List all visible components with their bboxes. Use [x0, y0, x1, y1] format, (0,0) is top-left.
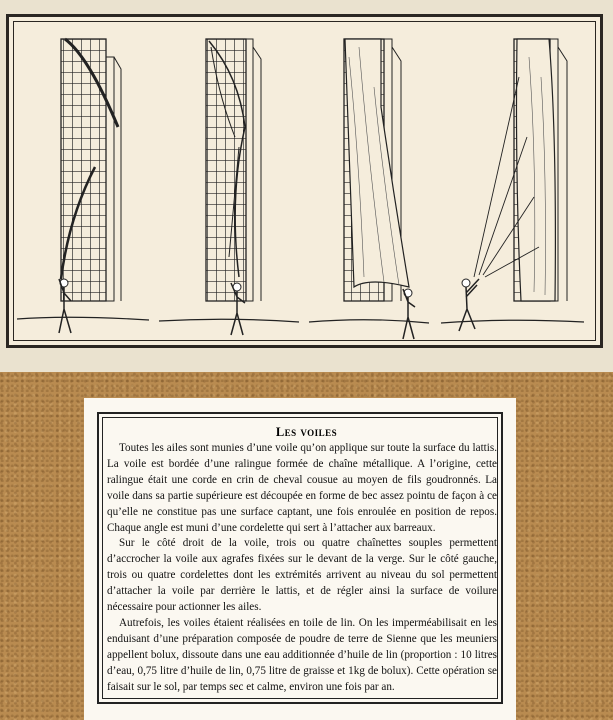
windmill-sail-illustration	[9, 17, 600, 345]
card-title: Les voiles	[275, 425, 338, 439]
paragraph-3: Autrefois, les voiles étaient réalisées en toile de lin. On les imperméabilisait en les enduisant d’une préparation composée de poudre de terre de Sienne que les meuniers appellent bolux, dissoute dans une eau additionnée d’huile de lin (proportion : 10 litres d’eau, 0,75 litre d’huile de lin, 0,75 litre de graisse et 1kg de bolux). Cette opération se faisait sur le sol, par temps sec et calme, environ une fois par an.	[107, 616, 497, 693]
figure-step-1	[59, 39, 121, 333]
illustration-frame	[6, 14, 603, 348]
paragraph-2: Sur le côté droit de la voile, trois ou quatre chaînettes souples permettent d’accrocher la voile aux agrafes fixées sur le devant de la verge. Sur le côté gauche, trois ou quatre cordelettes dont les extrémités arrivent au niveau du sol permettent d’attacher la voile par derrière le lattis, et de régler ainsi la surface de voilure nécessaire pour actionner les ailes.	[107, 537, 497, 614]
figure-step-4	[459, 39, 567, 331]
figure-step-3	[344, 39, 415, 339]
figure-step-2	[206, 39, 261, 335]
paragraph-1: Toutes les ailes sont munies d’une voile qu’on applique sur toute la surface du lattis. La voile est bordée d’une ralingue formée de chaîne métallique. A l’origine, cette ralingue était une corde en crin de cheval cousue au moyen de fils goudronnés. La voile dans sa partie supérieure est découpée en forme de bec assez pointu de façon à ce qu’elle ne constitue pas une surface captant, une fois enroulée en position de repos. Chaque angle est muni d’une cordelette qui sert à l’attacher aux barreaux.	[107, 442, 497, 534]
card-body-text	[107, 441, 497, 696]
